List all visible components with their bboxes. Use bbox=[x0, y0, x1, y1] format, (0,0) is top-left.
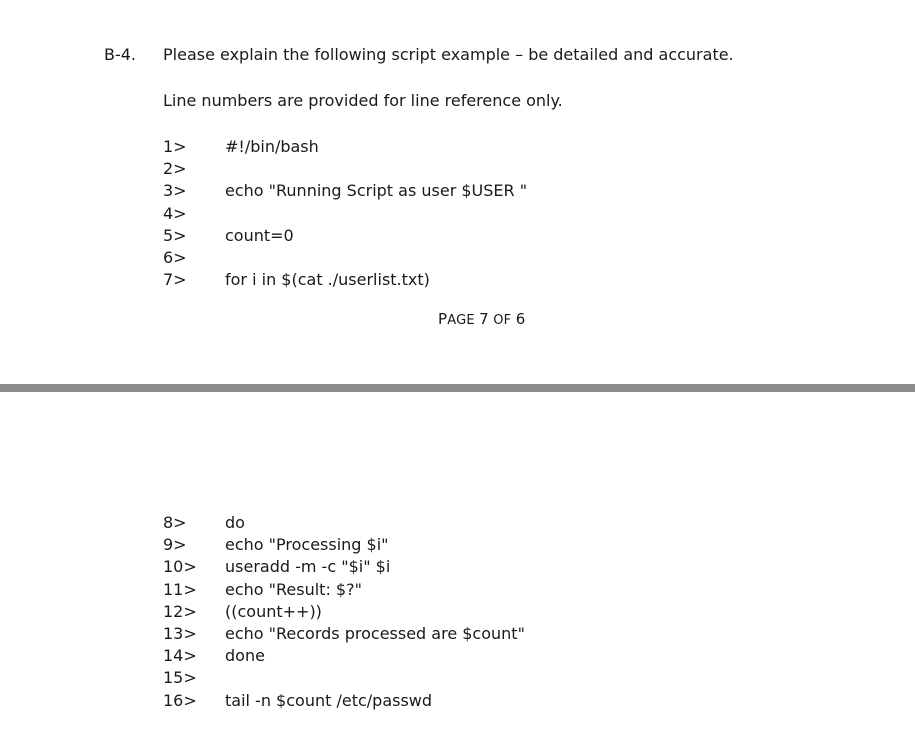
line-number: 1> bbox=[163, 137, 187, 156]
page-number: 7 bbox=[479, 310, 489, 328]
line-number: 6> bbox=[163, 247, 187, 267]
page-break-divider bbox=[0, 384, 915, 392]
page-total: 6 bbox=[515, 310, 526, 328]
of-label: OF bbox=[493, 313, 512, 328]
code-text: count=0 bbox=[225, 225, 294, 245]
code-text: echo "Processing $i" bbox=[225, 535, 389, 555]
code-text: echo "Result: $?" bbox=[225, 579, 362, 599]
line-number: 11> bbox=[163, 579, 197, 599]
line-number: 16> bbox=[163, 690, 197, 710]
line-number: 12> bbox=[163, 601, 197, 621]
code-text: ((count++)) bbox=[225, 601, 322, 621]
line-number: 13> bbox=[163, 623, 197, 643]
line-number: 4> bbox=[163, 203, 187, 223]
line-number: 10> bbox=[163, 557, 197, 577]
line-number: 8> bbox=[163, 513, 187, 532]
code-text: done bbox=[225, 646, 265, 666]
page-label: AGE bbox=[447, 313, 475, 328]
line-number-note: Line numbers are provided for line reference only. bbox=[163, 91, 563, 110]
page-bottom bbox=[0, 392, 915, 735]
line-number: 2> bbox=[163, 159, 187, 179]
line-number: 7> bbox=[163, 270, 187, 290]
code-text: echo "Records processed are $count" bbox=[225, 623, 525, 643]
line-number: 15> bbox=[163, 668, 197, 688]
line-number: 3> bbox=[163, 181, 187, 201]
code-text: for i in $(cat ./userlist.txt) bbox=[225, 270, 430, 290]
line-number: 9> bbox=[163, 535, 187, 555]
code-text: echo "Running Script as user $USER " bbox=[225, 181, 528, 201]
code-text: useradd -m -c "$i" $i bbox=[225, 557, 391, 577]
code-text: #!/bin/bash bbox=[225, 137, 319, 156]
line-number: 14> bbox=[163, 646, 197, 666]
page-footer bbox=[438, 310, 525, 330]
line-number: 5> bbox=[163, 225, 187, 245]
code-text: tail -n $count /etc/passwd bbox=[225, 690, 433, 710]
question-prompt: Please explain the following script example – be detailed and accurate. bbox=[163, 45, 734, 64]
question-number: B-4. bbox=[104, 45, 137, 64]
page-label-initial: P bbox=[438, 310, 448, 328]
code-text: do bbox=[225, 513, 245, 532]
